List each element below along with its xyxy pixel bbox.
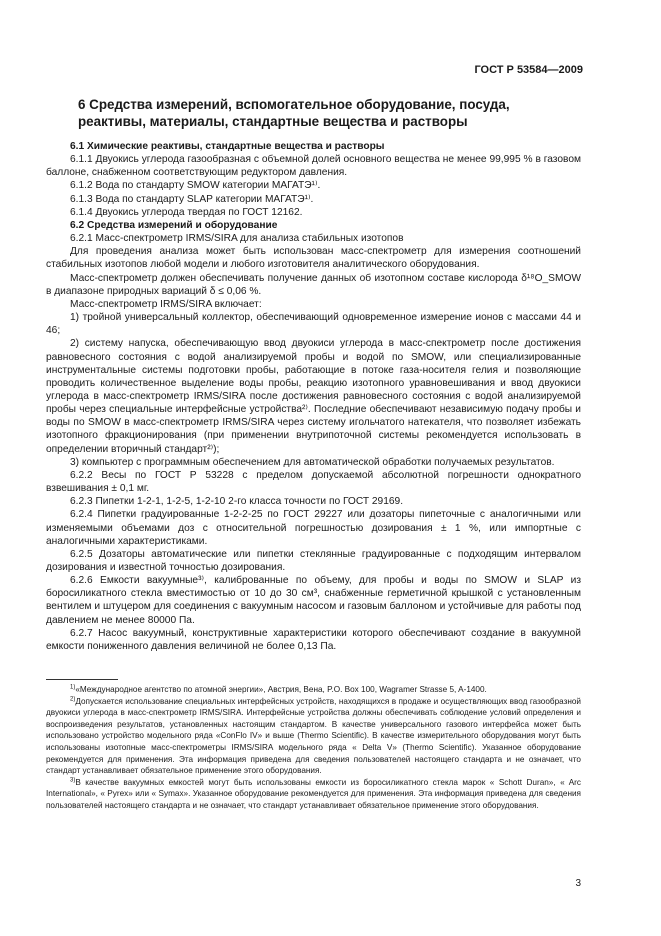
footnote: [46, 696, 581, 777]
footnote-text: В качестве вакуумных емкостей могут быть использованы емкости из боросиликатного стекла марок « Schott Duran», « Arc International», « Pyrex» или « Symax». Указанное оборудование рекомендуется для применения. Эта информация приведена для сведения пользователей настоящего стандарта и не означает, что стандарт устанавливает обязательное применение этого оборудования.: [46, 777, 581, 810]
footnote-mark: 1): [70, 684, 76, 691]
footnote: [46, 777, 581, 812]
paragraph: 6.1.3 Вода по стандарту SLAP категории МАГАТЭ¹⁾.: [70, 193, 314, 205]
standard-header: ГОСТ Р 53584—2009: [474, 64, 583, 76]
paragraph: 6.2 Средства измерений и оборудование: [70, 219, 278, 231]
paragraph: 2) систему напуска, обеспечивающую ввод двуокиси углерода в масс-спектрометр после достижения равновесного состояния с водой анализируемой пробы и водой по SMOW, или специализированные инструментальные системы подготовки пробы, работающие в потоке газа-носителя гелия и позволяющие проводить количественное выделение воды пробы, реакцию изотопного уравновешивания и ввод двуокиси углерода в масс-спектрометр IRMS/SIRA после достижения равновесного состояния с водой анализируемой пробы через специальные интерфейсные устройства²⁾. Последние обеспечивают независимую подачу пробы и воды по SMOW в масс-спектрометр IRMS/SIRA через систему игольчатого натекателя, что позволяет избежать изотопного фракционирования (при применении внутрипоточной системы рекомендуется использовать в определении вторичный стандарт²⁾);: [46, 338, 581, 455]
paragraph: 6.2.2 Весы по ГОСТ Р 53228 с пределом допускаемой абсолютной погрешности однократного взвешивания ± 0,1 мг.: [46, 469, 581, 495]
paragraph: 6.2.7 Насос вакуумный, конструктивные характеристики которого обеспечивают создание в вакуумной емкости пониженного давления величиной не более 0,13 Па.: [46, 627, 581, 652]
paragraph: Масс-спектрометр IRMS/SIRA включает:: [70, 298, 262, 310]
paragraph: 1) тройной универсальный коллектор, обеспечивающий одновременное измерение ионов с массами 44 и 46;: [46, 312, 581, 337]
paragraph: 6.2.6 Емкости вакуумные³⁾, калиброванные по объему, для пробы и воды по SMOW и SLAP из боросиликатного стекла вместимостью от 10 до 30 см³, снабженные герметичной крышкой с установленным вентилем и штуцером для соединения с вакуумным насосом и газовым баллоном и устойчивые для работы под давлением не менее 80000 Па.: [46, 575, 581, 626]
footnote-mark: 2): [70, 695, 76, 702]
paragraph: Для проведения анализа может быть использован масс-спектрометр для измерения соотношений стабильных изотопов любой модели и любого изготовителя аналитического оборудования.: [46, 246, 581, 271]
paragraph: 6.1.4 Двуокись углерода твердая по ГОСТ 12162.: [70, 206, 303, 218]
paragraph: Масс-спектрометр должен обеспечивать получение данных об изотопном составе кислорода δ¹⁸O_SMOW в диапазоне природных вариаций δ ≤ 0,06 %.: [46, 272, 581, 297]
section-body: [46, 140, 581, 653]
page-number: 3: [575, 878, 581, 889]
paragraph: 3) компьютер с программным обеспечением для автоматической обработки получаемых результатов.: [70, 456, 555, 468]
footnote-text: Допускается использование специальных интерфейсных устройств, находящихся в продаже и осуществляющих ввод газообразной двуокиси углерода в масс-спектрометр IRMS/SIRA. Интерфейсные устройства должны обеспечивать соблюдение условий определения и воспроизведения результатов, установленных настоящим стандартом. В качестве универсального газового интерфейса может быть использовано устройство модельного ряда «ConFlo IV» и выше (Thermo Scientific). В качестве измерительного оборудования могут быть использованы изотопные масс-спектрометры IRMS/SIRA модельного ряда « Delta V» (Thermo Scientific). Указанное оборудование рекомендуется для применения. Эта информация приведена для сведения пользователей настоящего стандарта и не означает, что стандарт устанавливает обязательное применение этого оборудования.: [46, 696, 581, 776]
footnote-text: «Международное агентство по атомной энергии», Австрия, Вена, P.O. Box 100, Wagramer Strasse 5, A-1400.: [75, 685, 487, 694]
paragraph: 6.1 Химические реактивы, стандартные вещества и растворы: [70, 141, 385, 152]
paragraph: 6.2.4 Пипетки градуированные 1-2-2-25 по ГОСТ 29227 или дозаторы пипеточные с аналогичными или изменяемыми объемами доз с относительной погрешностью дозирования ± 1 %, или импортные с аналогичными характеристиками.: [46, 509, 581, 547]
paragraph: 6.1.1 Двуокись углерода газообразная с объемной долей основного вещества не менее 99,995 % в газовом баллоне, снабженном соответствующим редуктором давления.: [46, 154, 581, 179]
paragraph: 6.2.1 Масс-спектрометр IRMS/SIRA для анализа стабильных изотопов: [70, 233, 404, 245]
section-title: 6 Средства измерений, вспомогательное оборудование, посуда, реактивы, материалы, стандартные вещества и растворы: [78, 97, 510, 129]
footnote-divider: [46, 679, 118, 680]
footnote-mark: 3): [70, 777, 76, 784]
paragraph: 6.1.2 Вода по стандарту SMOW категории МАГАТЭ¹⁾.: [70, 180, 321, 192]
paragraph: 6.2.5 Дозаторы автоматические или пипетки стеклянные градуированные с подходящим интервалом дозирования и известной точностью дозирования.: [46, 548, 581, 573]
footnote: [46, 684, 581, 696]
paragraph: 6.2.3 Пипетки 1-2-1, 1-2-5, 1-2-10 2-го класса точности по ГОСТ 29169.: [70, 496, 404, 508]
footnotes: [46, 684, 581, 812]
